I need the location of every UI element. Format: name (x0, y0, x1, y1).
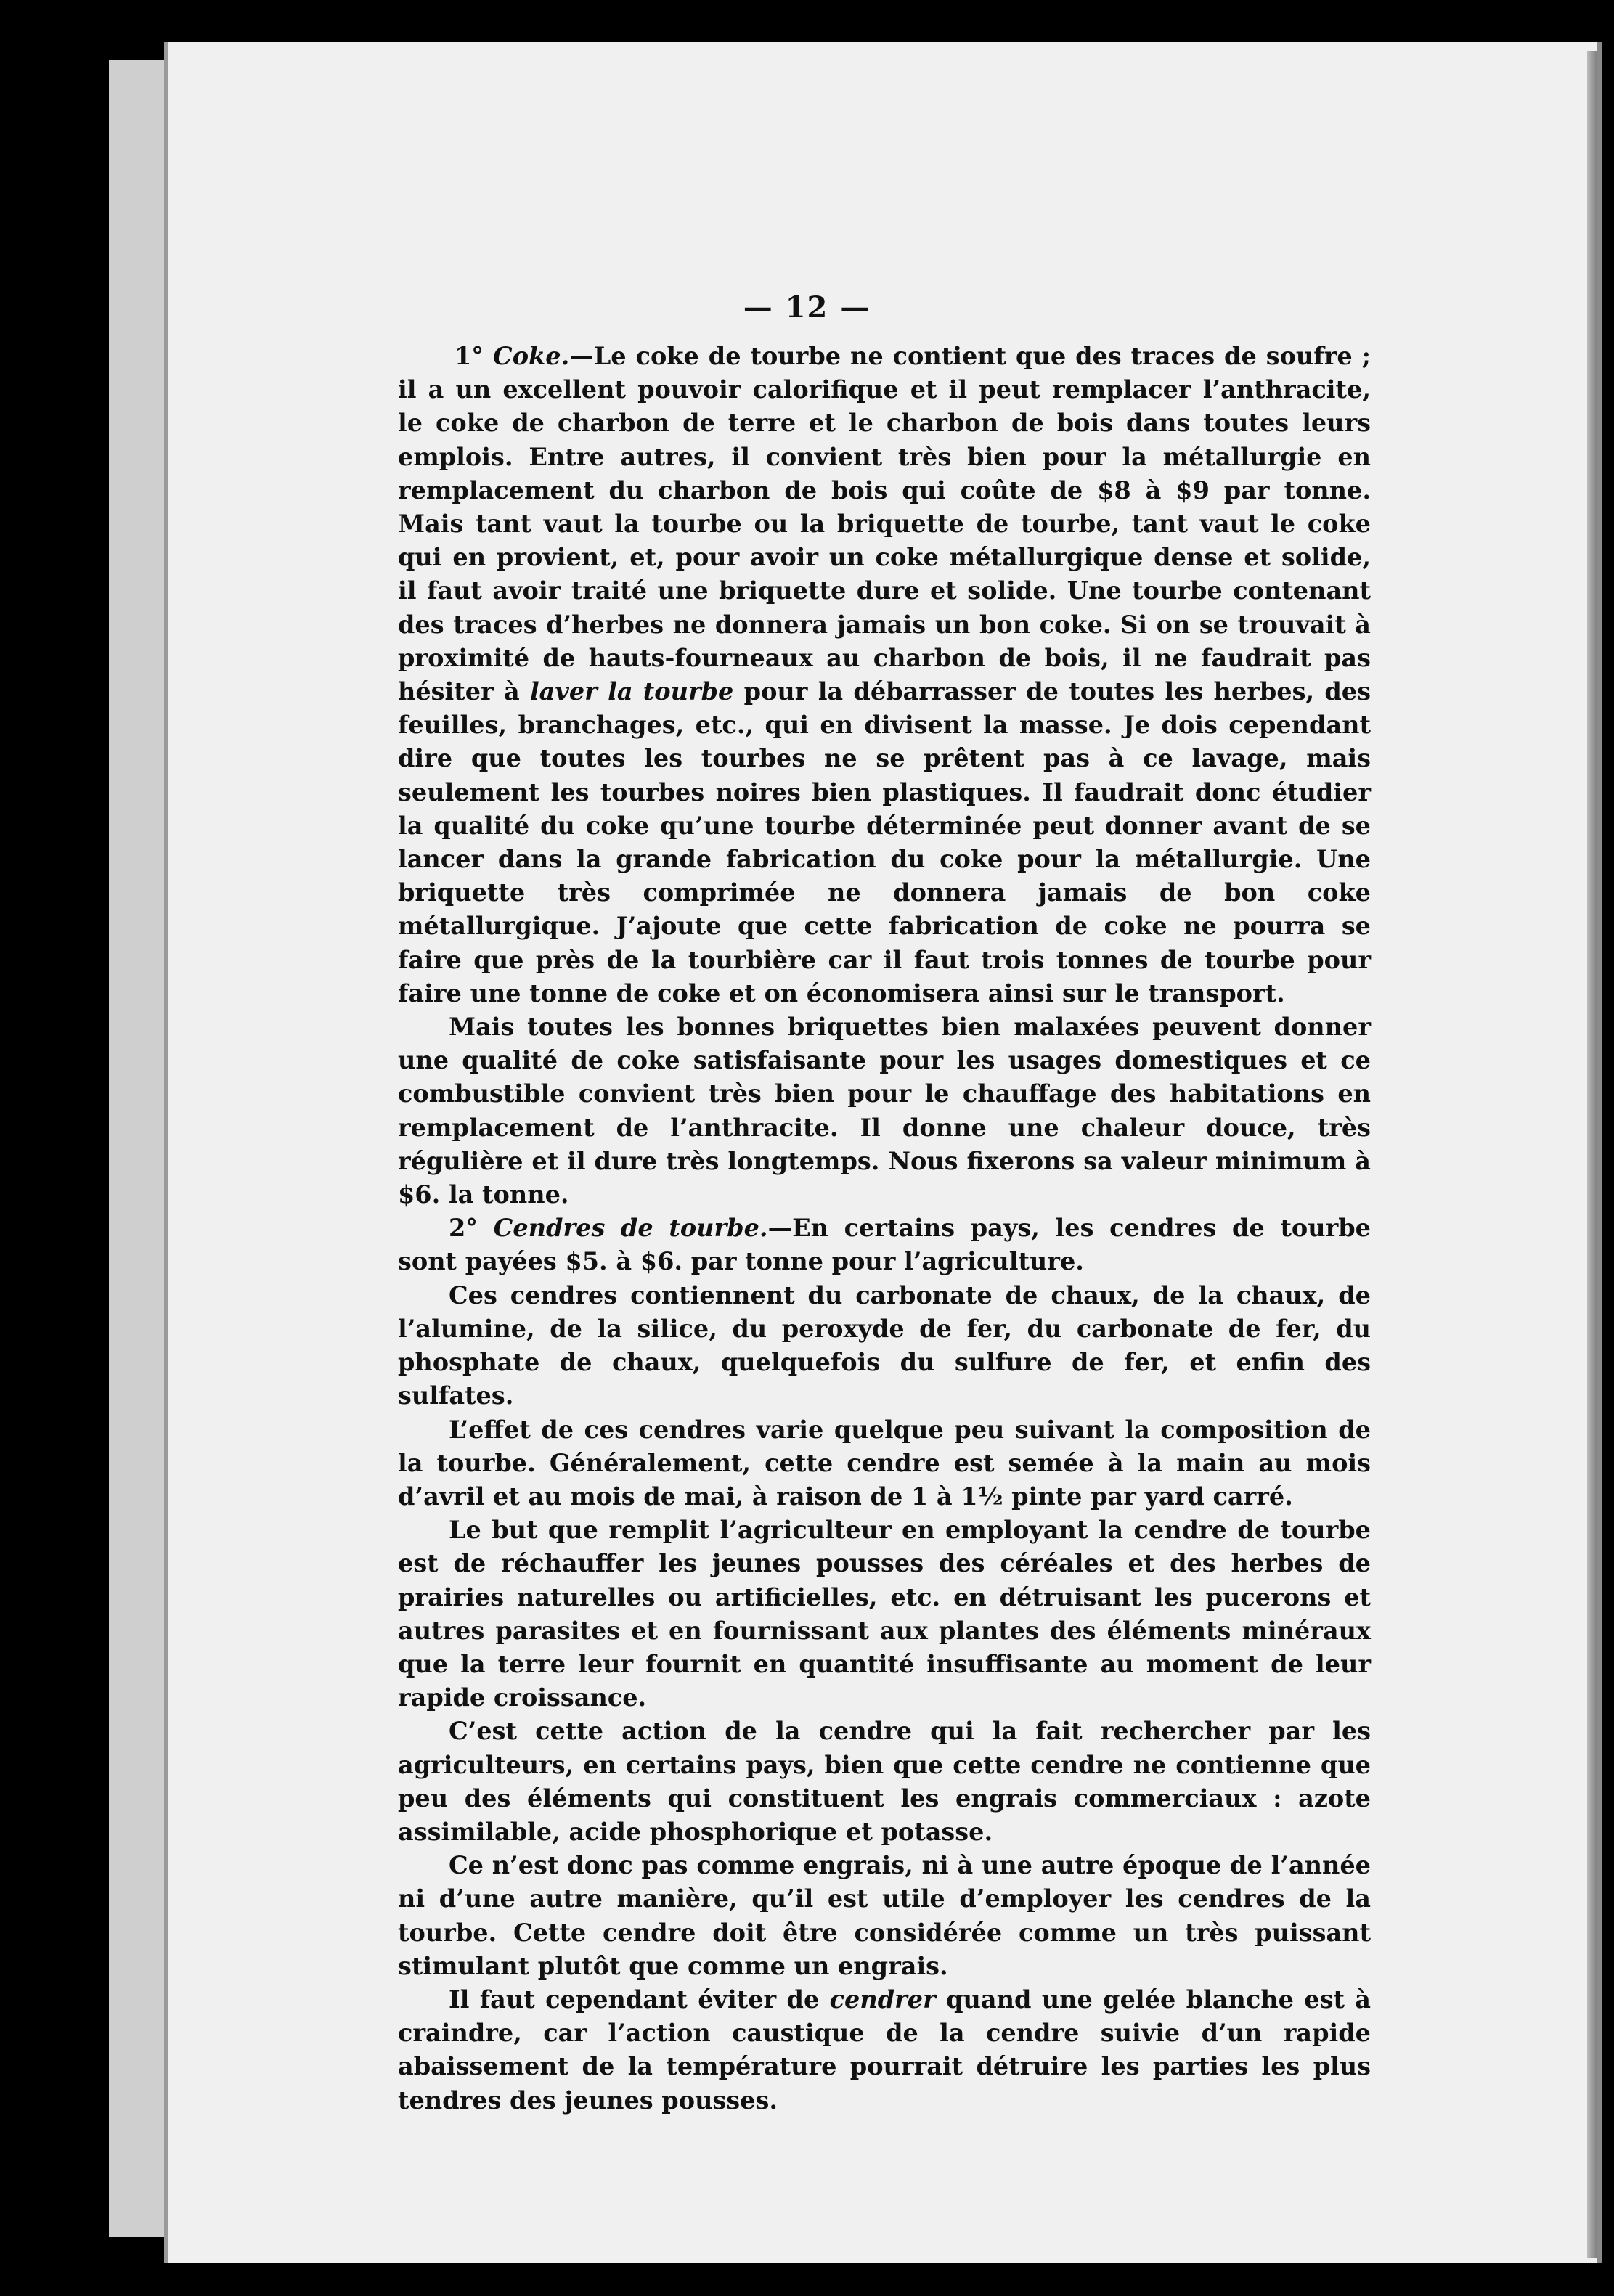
paragraph: C’est cette action de la cendre qui la fait rechercher par les agriculteurs, en certains pays, bien que cette cendre ne contienne que peu des éléments qui constituent les engrais commerciaux : azote assimilable, acide phosphorique et potasse. (398, 1717, 1371, 1846)
paragraph: Le but que remplit l’agriculteur en employant la cendre de tourbe est de réchauffer les jeunes pousses des céréales et des herbes de prairies naturelles ou artificielles, etc. en détruisant les pucerons et autres parasites et en fournissant aux plantes des éléments minéraux que la terre leur fournit en quantité insuffisante au moment de leur rapide croissance. (398, 1516, 1371, 1712)
paragraph-text: —Le coke de tourbe ne contient que des traces de soufre ; il a un excellent pouvoir calorifique et il peut remplacer l’anthracite, le coke de charbon de terre et le charbon de bois dans toutes leurs emplois. Entre autres, il convient très bien pour la métallurgie en remplacement du charbon de bois qui coûte de $8 à $9 par tonne. Mais tant vaut la tourbe ou la briquette de tourbe, tant vaut le coke qui en provient, et, pour avoir un coke métallurgique dense et solide, il faut avoir traité une briquette dure et solide. Une tourbe contenant des traces d’herbes ne donnera jamais un bon coke. Si on se trouvait à proximité de hauts-fourneaux au charbon de bois, il ne faudrait pas hésiter à (398, 342, 1371, 706)
paragraph: L’effet de ces cendres varie quelque peu suivant la composition de la tourbe. Généralement, cette cendre est semée à la main au mois d’avril et au mois de mai, à raison de 1 à 1½ pinte par yard carré. (398, 1415, 1371, 1511)
paragraph-text: quand une gelée blanche est à craindre, car l’action caustique de la cendre suivie d’un rapide abaissement de la température pourrait détruire les parties les plus tendres des jeunes pousses. (398, 1985, 1372, 2115)
paragraph-coke (398, 340, 1371, 1010)
paragraph: Ce n’est donc pas comme engrais, ni à une autre époque de l’année ni d’une autre manière, qu’il est utile d’employer les cendres de la tourbe. Cette cendre doit être considérée comme un très puissant stimulant plutôt que comme un engrais. (398, 1851, 1371, 1980)
paragraph: Mais toutes les bonnes briquettes bien malaxées peuvent donner une qualité de coke satisfaisante pour les usages domestiques et ce combustible convient très bien pour le chauffage des habitations en remplacement de l’anthracite. Il donne une chaleur douce, très régulière et il dure très longtemps. Nous fixerons sa valeur minimum à $6. la tonne. (398, 1013, 1371, 1209)
paragraph: Ces cendres contiennent du carbonate de chaux, de la chaux, de l’alumine, de la silice, du peroxyde de fer, du carbonate de fer, du phosphate de chaux, quelquefois du sulfure de fer, et enfin des sulfates. (398, 1280, 1371, 1410)
page-edge (1587, 51, 1597, 2258)
paragraph-text: Il faut cependant éviter de (449, 1985, 830, 2014)
paragraph-cendres (398, 1212, 1371, 1278)
emphasis-text: laver la tourbe (529, 677, 734, 706)
paragraph-final (398, 1983, 1371, 2117)
body-text (398, 340, 1371, 2117)
emphasis-text: cendrer (829, 1985, 936, 2014)
section-heading: Coke. (493, 342, 570, 370)
paragraph-text: pour la débarrasser de toutes les herbes, des feuilles, branchages, etc., qui en divisent la masse. Je dois cependant dire que toutes les tourbes ne se prêtent pas à ce lavage, mais seulement les tourbes noires bien plastiques. Il faudrait donc étudier la qualité du coke qu’une tourbe déterminée peut donner avant de se lancer dans la grande fabrication du coke pour la métallurgie. Une briquette très comprimée ne donnera jamais de bon coke métallurgique. J’ajoute que cette fabrication de coke ne pourra se faire que près de la tourbière car il faut trois tonnes de tourbe pour faire une tonne de coke et on économisera ainsi sur le transport. (398, 677, 1371, 1008)
section-marker: 1° (455, 342, 484, 370)
paragraph-text: —En certains pays, les cendres de tourbe sont payées $5. à $6. par tonne pour l’agriculture. (398, 1214, 1371, 1276)
section-marker: 2° (449, 1214, 478, 1243)
page-number: — 12 — (743, 290, 871, 324)
section-heading: Cendres de tourbe. (493, 1214, 768, 1243)
